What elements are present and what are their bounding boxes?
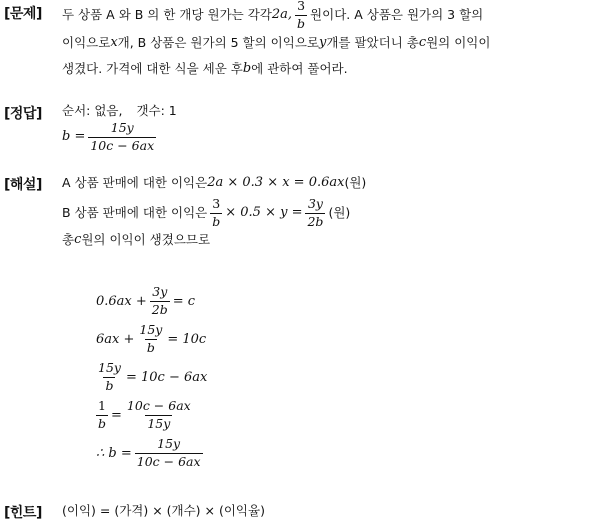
problem-text bbox=[62, 2, 585, 82]
answer-text bbox=[62, 100, 585, 152]
step-2: 6ax + $\frac{15y}{b}$ = 10c bbox=[96, 322, 207, 355]
solution-line-3: 총 c 원의 이익이 생겼으므로 bbox=[62, 232, 211, 247]
problem-line-2: 이익으로 x 개, B 상품은 원가의 5 할의 이익으로 y 개를 팔았더니 총 c 원의 이익이 bbox=[62, 35, 491, 50]
fraction-3-over-b: $\frac{3}{b}$ bbox=[297, 0, 306, 31]
problem-line-1: 두 상품 A 와 B 의 한 개당 원가는 각각 2a, $\frac{3}{b}$ 원이다. A 상품은 원가의 3 할의 bbox=[62, 0, 484, 31]
problem-label: [문제] bbox=[4, 6, 42, 22]
answer-label: [정답] bbox=[4, 106, 42, 122]
hint-text: (이익) = (가격) × (개수) × (이익율) bbox=[62, 503, 265, 518]
answer-formula: b = $\frac{15y}{10c - 6ax}$ bbox=[62, 120, 155, 153]
solution-line-2: B 상품 판매에 대한 이익은 $\frac{3}{b}$ × 0.5 × y = $\frac{3y}{2b}$ (원) bbox=[62, 196, 351, 229]
step-3: $\frac{15y}{b}$ = 10c − 6ax bbox=[98, 360, 208, 393]
answer-order: 순서: 없음, bbox=[62, 103, 123, 118]
solution-label: [해설] bbox=[4, 177, 42, 193]
hint-label: [힌트] bbox=[4, 505, 42, 521]
step-1: 0.6ax + $\frac{3y}{2b}$ = c bbox=[96, 284, 196, 317]
step-4: $\frac{1}{b}$ = $\frac{10c - 6ax}{15y}$ bbox=[98, 398, 191, 431]
answer-count: 갯수: 1 bbox=[136, 103, 177, 118]
solution-text bbox=[62, 170, 585, 250]
solution-steps bbox=[96, 282, 207, 472]
step-5: ∴ b = $\frac{15y}{10c - 6ax}$ bbox=[96, 436, 201, 469]
problem-line-3: 생겼다. 가격에 대한 식을 세운 후 b 에 관하여 풀어라. bbox=[62, 61, 348, 76]
solution-line-1: A 상품 판매에 대한 이익은 2a × 0.3 × x = 0.6ax (원) bbox=[62, 175, 367, 190]
